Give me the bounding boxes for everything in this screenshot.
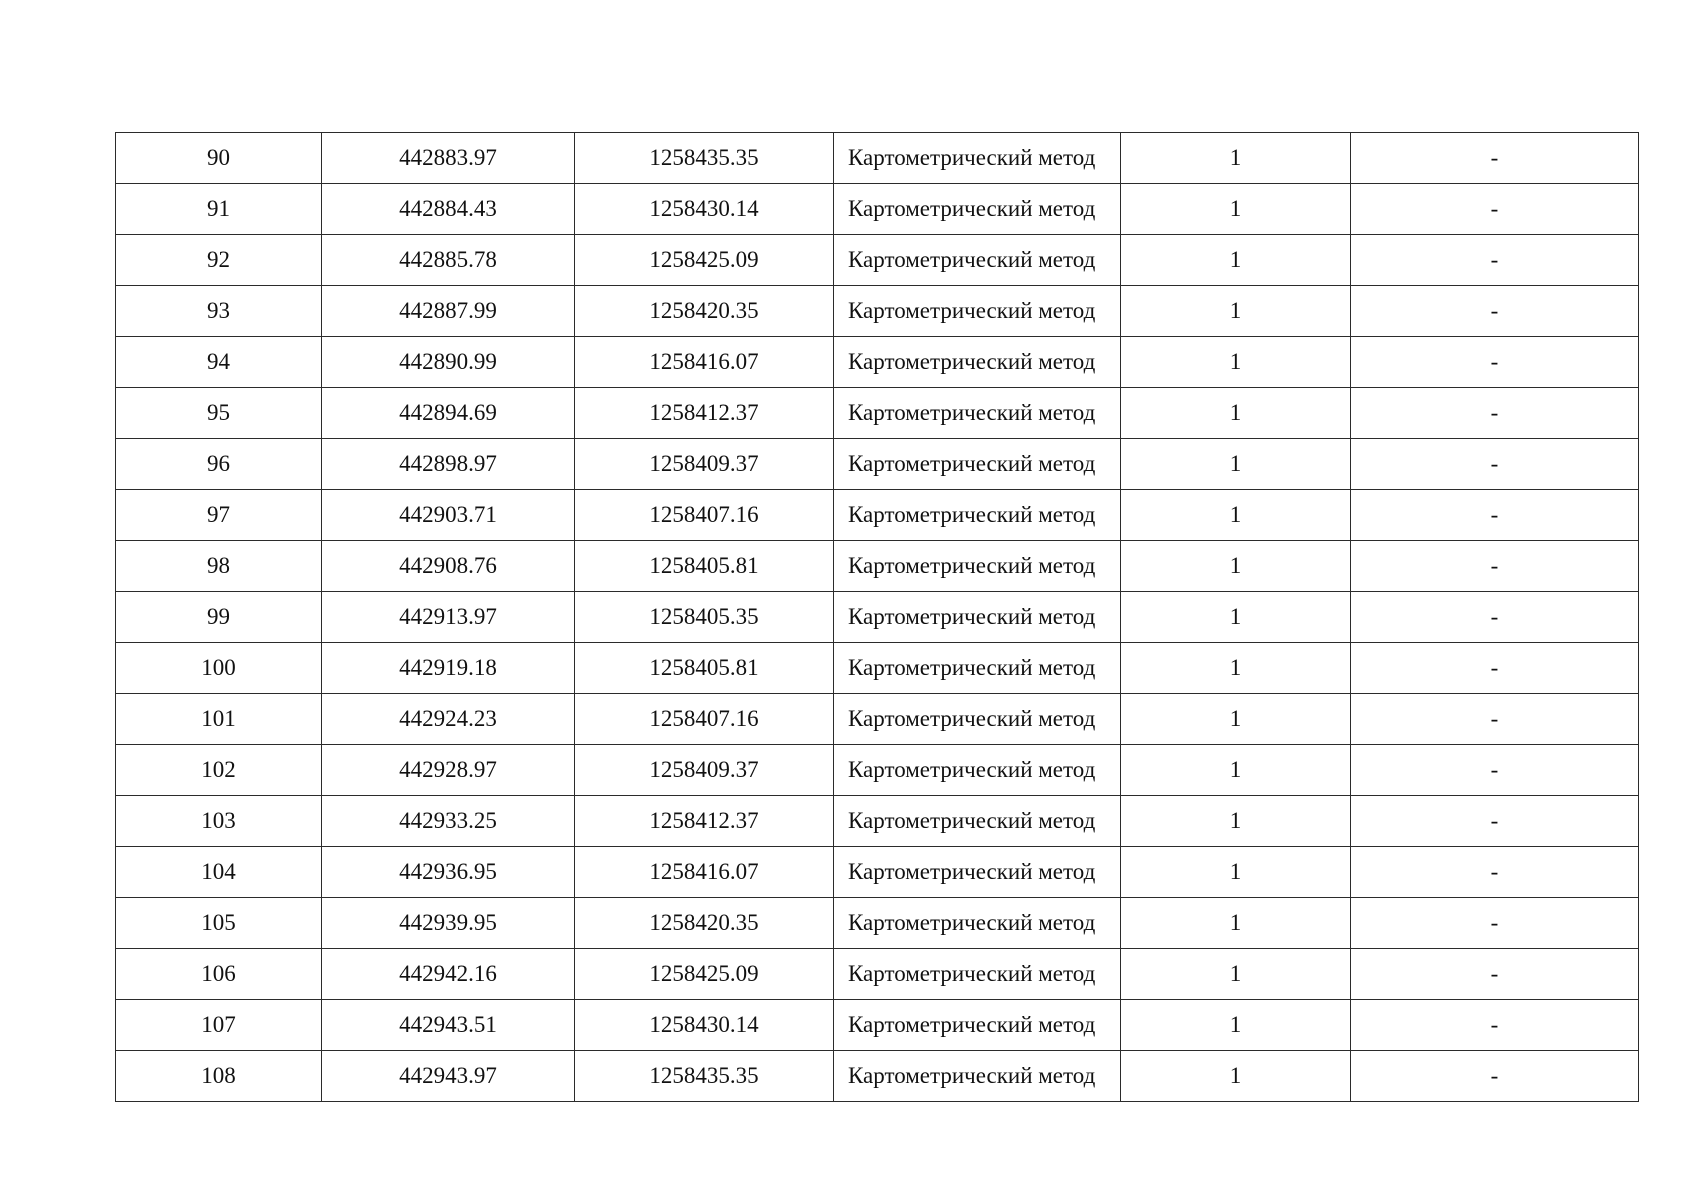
table-row [116,1051,1639,1102]
description-cell: - [1351,133,1639,184]
y-coordinate-cell: 1258412.37 [575,796,834,847]
accuracy-cell: 1 [1121,337,1351,388]
y-coordinate-cell: 1258407.16 [575,490,834,541]
description-cell: - [1351,745,1639,796]
accuracy-cell: 1 [1121,1000,1351,1051]
point-number-cell: 100 [116,643,322,694]
y-coordinate-cell: 1258412.37 [575,388,834,439]
x-coordinate-cell: 442943.97 [322,1051,575,1102]
table-row [116,745,1639,796]
method-cell: Картометрический метод [834,133,1121,184]
method-cell: Картометрический метод [834,694,1121,745]
table-row [116,694,1639,745]
method-cell: Картометрический метод [834,643,1121,694]
point-number-cell: 93 [116,286,322,337]
accuracy-cell: 1 [1121,388,1351,439]
description-cell: - [1351,286,1639,337]
point-number-cell: 102 [116,745,322,796]
accuracy-cell: 1 [1121,541,1351,592]
y-coordinate-cell: 1258405.35 [575,592,834,643]
method-cell: Картометрический метод [834,1000,1121,1051]
description-cell: - [1351,643,1639,694]
table-row [116,847,1639,898]
point-number-cell: 98 [116,541,322,592]
coordinates-table-body [116,133,1639,1102]
point-number-cell: 91 [116,184,322,235]
point-number-cell: 104 [116,847,322,898]
description-cell: - [1351,388,1639,439]
description-cell: - [1351,235,1639,286]
description-cell: - [1351,949,1639,1000]
table-row [116,286,1639,337]
accuracy-cell: 1 [1121,133,1351,184]
table-row [116,796,1639,847]
description-cell: - [1351,847,1639,898]
method-cell: Картометрический метод [834,847,1121,898]
accuracy-cell: 1 [1121,796,1351,847]
point-number-cell: 107 [116,1000,322,1051]
y-coordinate-cell: 1258409.37 [575,745,834,796]
y-coordinate-cell: 1258435.35 [575,1051,834,1102]
description-cell: - [1351,1000,1639,1051]
description-cell: - [1351,184,1639,235]
point-number-cell: 94 [116,337,322,388]
table-row [116,184,1639,235]
x-coordinate-cell: 442898.97 [322,439,575,490]
x-coordinate-cell: 442894.69 [322,388,575,439]
y-coordinate-cell: 1258420.35 [575,898,834,949]
table-row [116,949,1639,1000]
method-cell: Картометрический метод [834,1051,1121,1102]
accuracy-cell: 1 [1121,1051,1351,1102]
x-coordinate-cell: 442933.25 [322,796,575,847]
y-coordinate-cell: 1258416.07 [575,337,834,388]
accuracy-cell: 1 [1121,592,1351,643]
table-row [116,1000,1639,1051]
table-row [116,337,1639,388]
point-number-cell: 106 [116,949,322,1000]
method-cell: Картометрический метод [834,745,1121,796]
accuracy-cell: 1 [1121,235,1351,286]
accuracy-cell: 1 [1121,643,1351,694]
point-number-cell: 101 [116,694,322,745]
x-coordinate-cell: 442919.18 [322,643,575,694]
table-row [116,235,1639,286]
description-cell: - [1351,1051,1639,1102]
point-number-cell: 97 [116,490,322,541]
method-cell: Картометрический метод [834,235,1121,286]
method-cell: Картометрический метод [834,439,1121,490]
point-number-cell: 108 [116,1051,322,1102]
y-coordinate-cell: 1258405.81 [575,643,834,694]
y-coordinate-cell: 1258430.14 [575,1000,834,1051]
point-number-cell: 99 [116,592,322,643]
table-row [116,439,1639,490]
description-cell: - [1351,592,1639,643]
y-coordinate-cell: 1258420.35 [575,286,834,337]
x-coordinate-cell: 442903.71 [322,490,575,541]
point-number-cell: 90 [116,133,322,184]
point-number-cell: 105 [116,898,322,949]
x-coordinate-cell: 442908.76 [322,541,575,592]
point-number-cell: 92 [116,235,322,286]
x-coordinate-cell: 442885.78 [322,235,575,286]
x-coordinate-cell: 442939.95 [322,898,575,949]
table-row [116,592,1639,643]
method-cell: Картометрический метод [834,184,1121,235]
method-cell: Картометрический метод [834,388,1121,439]
accuracy-cell: 1 [1121,490,1351,541]
y-coordinate-cell: 1258407.16 [575,694,834,745]
method-cell: Картометрический метод [834,949,1121,1000]
x-coordinate-cell: 442942.16 [322,949,575,1000]
accuracy-cell: 1 [1121,949,1351,1000]
table-row [116,541,1639,592]
accuracy-cell: 1 [1121,847,1351,898]
description-cell: - [1351,541,1639,592]
method-cell: Картометрический метод [834,592,1121,643]
accuracy-cell: 1 [1121,898,1351,949]
table-row [116,388,1639,439]
accuracy-cell: 1 [1121,439,1351,490]
x-coordinate-cell: 442943.51 [322,1000,575,1051]
x-coordinate-cell: 442924.23 [322,694,575,745]
x-coordinate-cell: 442884.43 [322,184,575,235]
description-cell: - [1351,898,1639,949]
accuracy-cell: 1 [1121,286,1351,337]
table-row [116,643,1639,694]
point-number-cell: 96 [116,439,322,490]
y-coordinate-cell: 1258416.07 [575,847,834,898]
accuracy-cell: 1 [1121,184,1351,235]
y-coordinate-cell: 1258430.14 [575,184,834,235]
method-cell: Картометрический метод [834,490,1121,541]
description-cell: - [1351,694,1639,745]
x-coordinate-cell: 442887.99 [322,286,575,337]
accuracy-cell: 1 [1121,745,1351,796]
method-cell: Картометрический метод [834,541,1121,592]
x-coordinate-cell: 442913.97 [322,592,575,643]
x-coordinate-cell: 442890.99 [322,337,575,388]
description-cell: - [1351,796,1639,847]
y-coordinate-cell: 1258405.81 [575,541,834,592]
method-cell: Картометрический метод [834,796,1121,847]
method-cell: Картометрический метод [834,898,1121,949]
method-cell: Картометрический метод [834,337,1121,388]
y-coordinate-cell: 1258425.09 [575,235,834,286]
description-cell: - [1351,337,1639,388]
table-row [116,898,1639,949]
table-row [116,133,1639,184]
accuracy-cell: 1 [1121,694,1351,745]
method-cell: Картометрический метод [834,286,1121,337]
point-number-cell: 103 [116,796,322,847]
description-cell: - [1351,490,1639,541]
x-coordinate-cell: 442883.97 [322,133,575,184]
y-coordinate-cell: 1258409.37 [575,439,834,490]
x-coordinate-cell: 442928.97 [322,745,575,796]
point-number-cell: 95 [116,388,322,439]
coordinates-table [115,132,1639,1102]
y-coordinate-cell: 1258435.35 [575,133,834,184]
x-coordinate-cell: 442936.95 [322,847,575,898]
description-cell: - [1351,439,1639,490]
y-coordinate-cell: 1258425.09 [575,949,834,1000]
table-row [116,490,1639,541]
